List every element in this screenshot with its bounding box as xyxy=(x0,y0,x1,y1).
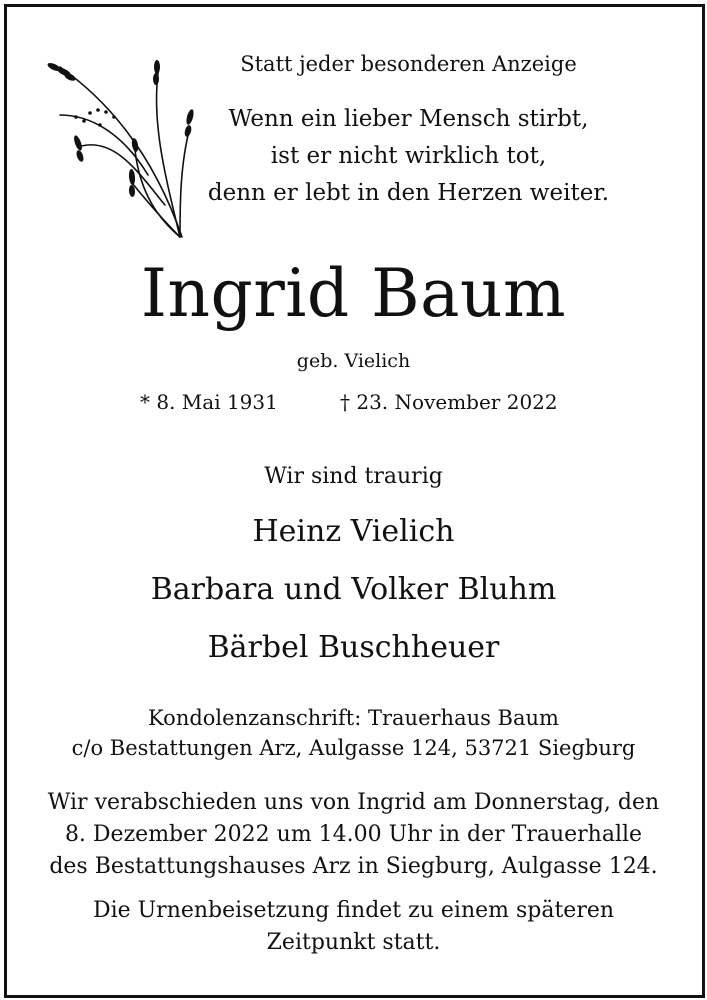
service-info-line: 8. Dezember 2022 um 14.00 Uhr in der Trauerhalle xyxy=(64,822,643,847)
quote-line: Wenn ein lieber Mensch stirbt, xyxy=(228,106,589,132)
quote-line: ist er nicht wirklich tot, xyxy=(270,143,547,169)
mourner-name: Barbara und Volker Bluhm xyxy=(150,572,557,607)
notice-label: Statt jeder besonderen Anzeige xyxy=(240,52,577,76)
death-date: † 23. November 2022 xyxy=(340,390,558,414)
life-dates xyxy=(0,390,707,420)
service-info-line: des Bestattungshauses Arz in Siegburg, Aulgasse 124. xyxy=(49,854,658,879)
quote-line: denn er lebt in den Herzen weiter. xyxy=(207,180,610,206)
urn-info-line: Die Urnenbeisetzung findet zu einem späteren xyxy=(92,898,615,923)
mourner-name: Heinz Vielich xyxy=(252,514,455,549)
service-info-line: Wir verabschieden uns von Ingrid am Donnerstag, den xyxy=(47,790,660,815)
condolence-address-line: c/o Bestattungen Arz, Aulgasse 124, 53721 Siegburg xyxy=(71,736,636,760)
maiden-name: geb. Vielich xyxy=(296,350,411,372)
birth-date: * 8. Mai 1931 xyxy=(140,390,278,414)
urn-info-line: Zeitpunkt statt. xyxy=(266,930,441,955)
condolence-address-line: Kondolenzanschrift: Trauerhaus Baum xyxy=(148,706,559,730)
deceased-name: Ingrid Baum xyxy=(140,255,567,332)
mourners-intro: Wir sind traurig xyxy=(264,464,443,489)
mourner-name: Bärbel Buschheuer xyxy=(207,630,500,665)
